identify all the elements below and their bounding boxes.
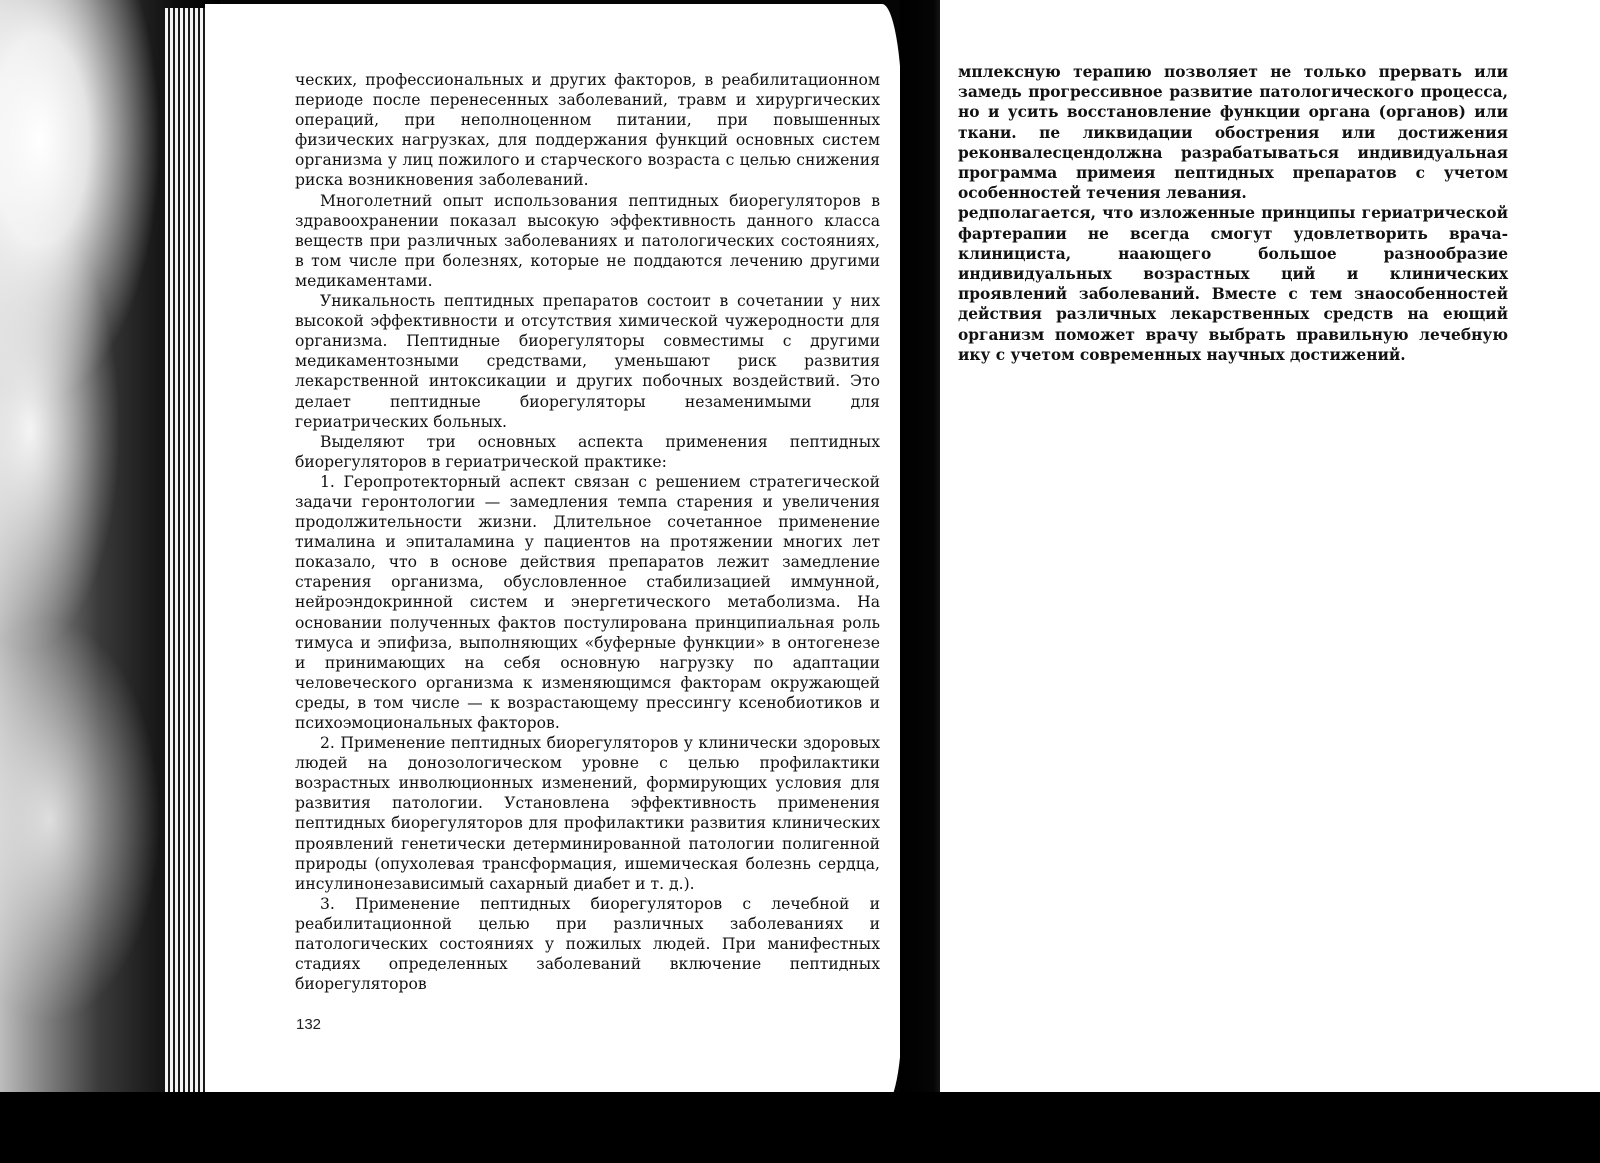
scan-bottom-edge (0, 1092, 1600, 1163)
paragraph: Многолетний опыт использования пептидных биорегуляторов в здравоохранении показал высокую эффективность данного класса веществ при различных заболеваниях и патологических состояниях, в том числе при болезнях, которые не поддаются лечению другими медикаментами. (295, 191, 880, 290)
page-number: 132 (296, 1016, 322, 1033)
right-page-text (958, 62, 1508, 365)
paragraph: ческих, профессиональных и других факторов, в реабилитационном периоде после перенесенных заболеваний, травм и хирургических операций, при неполноценном питании, при повышенных физических нагрузках, для поддержания функций основных систем организма у лиц пожилого и старческого возраста с целью снижения риска возникновения заболеваний. (295, 71, 880, 190)
left-page-text (295, 70, 880, 994)
paragraph: мплексную терапию позволяет не только прервать или замедь прогрессивное развитие патологического процесса, но и усить восстановление функции органа (органов) или ткани. пе ликвидации обострения или достижения реконвалесцендолжна разрабатываться индивидуальная программа примеия пептидных препаратов с учетом особенностей течения левания. (958, 63, 1508, 203)
paragraph: Уникальность пептидных препаратов состоит в сочетании у них высокой эффективности и отсутствия химической чужеродности для организма. Пептидные биорегуляторы совместимы с другими медикаментозными средствами, уменьшают риск развития лекарственной интоксикации и других побочных воздействий. Это делает пептидные биорегуляторы незаменимыми для гериатрических больных. (295, 292, 880, 431)
paragraph: 1. Геропротекторный аспект связан с решением стратегической задачи геронтологии — замедления темпа старения и увеличения продолжительности жизни. Длительное сочетанное применение тималина и эпиталамина у пациентов на протяжении многих лет показало, что в основе действия препаратов лежит замедление старения организма, обусловленное стабилизацией иммунной, нейроэндокринной систем и энергетического метаболизма. На основании полученных фактов постулирована принципиальная роль тимуса и эпифиза, выполняющих «буферные функции» в онтогенезе и принимающих на себя основную нагрузку по адаптации человеческого организма к изменяющимся факторам окружающей среды, в том числе — к возрастающему прессингу ксенобиотиков и психоэмоциональных факторов. (295, 472, 880, 732)
paragraph: 3. Применение пептидных биорегуляторов с лечебной и реабилитационной целью при различных заболеваниях и патологических состояниях у пожилых людей. При манифестных стадиях определенных заболеваний включение пептидных биорегуляторов (295, 894, 880, 994)
paragraph: редполагается, что изложенные принципы гериатрической фартерапии не всегда смогут удовлетворить врача-клинициста, наающего большое разнообразие индивидуальных возрастных ций и клинических проявлений заболеваний. Вместе с тем знаособенностей действия различных лекарственных средств на еющий организм поможет врачу выбрать правильную лечебную ику с учетом современных научных достижений. (958, 204, 1508, 364)
paragraph: 2. Применение пептидных биорегуляторов у клинически здоровых людей на донозологическом уровне с целью профилактики возрастных инволюционных изменений, формирующих условия для развития патологии. Установлена эффективность применения пептидных биорегуляторов для профилактики развития клинических проявлений генетически детерминированной патологии полигенной природы (опухолевая трансформация, ишемическая болезнь сердца, инсулинонезависимый сахарный диабет и т. д.). (295, 734, 880, 893)
paragraph: Выделяют три основных аспекта применения пептидных биорегуляторов в гериатрической практике: (295, 432, 880, 471)
